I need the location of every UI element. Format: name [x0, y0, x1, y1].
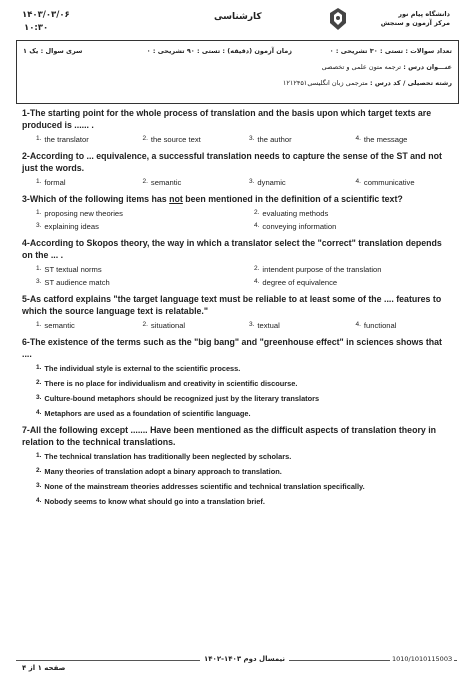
option-number: 3. [36, 278, 42, 285]
options [22, 135, 448, 144]
option-3[interactable] [22, 278, 240, 287]
question-4 [22, 237, 448, 287]
exam-info-box [16, 40, 459, 104]
option-text: evaluating methods [262, 209, 329, 218]
option-2[interactable] [22, 379, 448, 388]
option-1[interactable] [22, 265, 240, 274]
option-text: dynamic [257, 178, 286, 187]
option-number: 4. [36, 497, 42, 504]
page-number: صفحه ۱ از ۴ [22, 664, 66, 672]
option-number: 3. [36, 394, 42, 401]
question-stem: As catford explains "the target language text must be reliable to at least some of the .... features to which the source language text is relatable." [22, 294, 442, 316]
course-label: عنـــوان درس : [403, 63, 452, 71]
option-text: Nobody seems to know what should go into a translation brief. [44, 497, 265, 506]
question-stem: The starting point for the whole process of translation and the basis upon which target texts are produced is ...... . [22, 108, 432, 130]
option-1[interactable] [22, 209, 240, 218]
option-text: conveying information [262, 222, 337, 231]
option-1[interactable] [22, 178, 129, 187]
option-text: formal [44, 178, 66, 187]
option-2[interactable] [22, 467, 448, 476]
question-5 [22, 293, 448, 330]
option-number: 1. [36, 209, 42, 216]
option-number: 3. [249, 178, 255, 185]
option-number: 1. [36, 364, 42, 371]
option-4[interactable] [240, 278, 448, 287]
option-text: degree of equivalence [262, 278, 338, 287]
option-number: 4. [254, 278, 260, 285]
question-stem: The existence of the terms such as the "big bang" and "greenhouse effect" in sciences shows that .... [22, 337, 442, 359]
course-value: ترجمه متون علمی و تخصصی [321, 63, 402, 71]
question-number: 3- [22, 194, 30, 204]
question-series: سری سوال : یک ۱ [23, 47, 83, 55]
university-logo-icon [328, 7, 348, 31]
field-label: رشته تحصیلی / کد درس : [369, 79, 452, 87]
option-number: 4. [355, 178, 361, 185]
question-1 [22, 107, 448, 144]
option-text: ST textual norms [44, 265, 102, 274]
option-2[interactable] [129, 135, 236, 144]
option-text: Many theories of translation adopt a binary approach to translation. [44, 467, 282, 476]
question-count: تعداد سوالات : تستی : ۳۰ تشریحی : ۰ [329, 47, 452, 55]
option-4[interactable] [22, 409, 448, 418]
option-text: semantic [44, 321, 75, 330]
question-text [22, 293, 448, 317]
question-text [22, 150, 448, 174]
options [22, 364, 448, 418]
question-number: 1- [22, 108, 30, 118]
option-4[interactable] [240, 222, 448, 231]
option-number: 4. [36, 409, 42, 416]
university-line-1: دانشگاه پیام نور [398, 10, 450, 18]
options [22, 209, 448, 231]
option-number: 3. [249, 321, 255, 328]
option-text: textual [257, 321, 280, 330]
question-7 [22, 424, 448, 506]
option-number: 1. [36, 135, 42, 142]
field-and-code [283, 79, 452, 87]
option-text: communicative [363, 178, 415, 187]
option-number: 3. [36, 482, 42, 489]
option-number: 4. [355, 321, 361, 328]
option-number: 2. [36, 467, 42, 474]
exam-time: ۱۰:۳۰ [24, 23, 49, 33]
option-4[interactable] [342, 178, 449, 187]
options [22, 265, 448, 287]
university-line-2: مرکز آزمون و سنجش [380, 19, 450, 27]
option-number: 1. [36, 452, 42, 459]
question-3 [22, 193, 448, 231]
options [22, 178, 448, 187]
question-text [22, 193, 448, 205]
question-6 [22, 336, 448, 418]
option-text: Metaphors are used as a foundation of scientific language. [44, 409, 251, 418]
semester-label: نیمسال دوم ۱۴۰۳-۱۴۰۲ [200, 655, 289, 663]
option-3[interactable] [22, 394, 448, 403]
option-text: functional [363, 321, 397, 330]
option-number: 1. [36, 265, 42, 272]
options [22, 321, 448, 330]
option-1[interactable] [22, 135, 129, 144]
option-text: the message [363, 135, 408, 144]
option-2[interactable] [129, 178, 236, 187]
option-text: The individual style is external to the scientific process. [44, 364, 241, 373]
option-number: 2. [142, 321, 148, 328]
option-3[interactable] [22, 482, 448, 491]
option-text: ST audience match [44, 278, 110, 287]
option-3[interactable] [235, 135, 342, 144]
question-number: 5- [22, 294, 30, 304]
option-1[interactable] [22, 364, 448, 373]
question-text [22, 107, 448, 131]
question-number: 2- [22, 151, 30, 161]
question-text [22, 237, 448, 261]
question-number: 6- [22, 337, 30, 347]
option-number: 4. [254, 222, 260, 229]
option-text: the source text [150, 135, 201, 144]
field-value: مترجمی زبان انگلیسی۱۲۱۲۴۵۱ [282, 79, 368, 87]
option-text: situational [150, 321, 186, 330]
option-3[interactable] [22, 222, 240, 231]
question-stem-underlined: not [169, 194, 183, 204]
question-number: 4- [22, 238, 30, 248]
exam-duration: زمان آزمون (دقیقه) : تستی : ۹۰ تشریحی : ۰ [146, 47, 292, 55]
option-text: None of the mainstream theories addresses scientific and technical translation specifically. [44, 482, 365, 491]
question-number: 7- [22, 425, 30, 435]
question-text [22, 336, 448, 360]
option-text: the translator [44, 135, 89, 144]
option-3[interactable] [235, 321, 342, 330]
option-2[interactable] [240, 265, 448, 274]
question-2 [22, 150, 448, 187]
course-title [322, 63, 452, 71]
option-text: semantic [150, 178, 182, 187]
university-name [354, 10, 450, 28]
option-number: 2. [254, 265, 260, 272]
option-text: intendent purpose of the translation [262, 265, 382, 274]
option-text: the author [257, 135, 292, 144]
option-4[interactable] [22, 497, 448, 506]
option-1[interactable] [22, 452, 448, 461]
option-number: 4. [355, 135, 361, 142]
option-2[interactable] [129, 321, 236, 330]
option-number: 1. [36, 178, 42, 185]
option-text: proposing new theories [44, 209, 123, 218]
option-number: 2. [254, 209, 260, 216]
option-2[interactable] [240, 209, 448, 218]
question-stem: According to Skopos theory, the way in which a translator select the "correct" translation depends on the ... . [22, 238, 442, 260]
question-stem: According to ... equivalence, a successful translation needs to capture the sense of the ST and not just the words. [22, 151, 442, 173]
exam-date: ۱۴۰۳/۰۳/۰۶ [22, 10, 70, 20]
option-number: 1. [36, 321, 42, 328]
option-text: Culture-bound metaphors should be recognized just by the literary translators [44, 394, 320, 403]
question-text [22, 424, 448, 448]
option-text: The technical translation has traditionally been neglected by scholars. [44, 452, 292, 461]
option-number: 2. [36, 379, 42, 386]
option-number: 2. [142, 135, 148, 142]
options [22, 452, 448, 506]
option-number: 2. [142, 178, 148, 185]
option-4[interactable] [342, 321, 449, 330]
question-stem: All the following except ....... Have been mentioned as the difficult aspects of translation theory in relation to the technical translations. [22, 425, 437, 447]
option-4[interactable] [342, 135, 449, 144]
option-number: 3. [249, 135, 255, 142]
option-text: There is no place for individualism and creativity in scientific discourse. [44, 379, 298, 388]
question-list [22, 107, 448, 512]
option-3[interactable] [235, 178, 342, 187]
question-stem-end: been mentioned in the definition of a scientific text? [182, 194, 403, 204]
option-1[interactable] [22, 321, 129, 330]
degree-level: کارشناسی [214, 12, 262, 22]
option-number: 3. [36, 222, 42, 229]
question-stem-start: Which of the following items has [29, 194, 170, 204]
option-text: explaining ideas [44, 222, 99, 231]
exam-code: 1010/101011500З [392, 655, 453, 663]
